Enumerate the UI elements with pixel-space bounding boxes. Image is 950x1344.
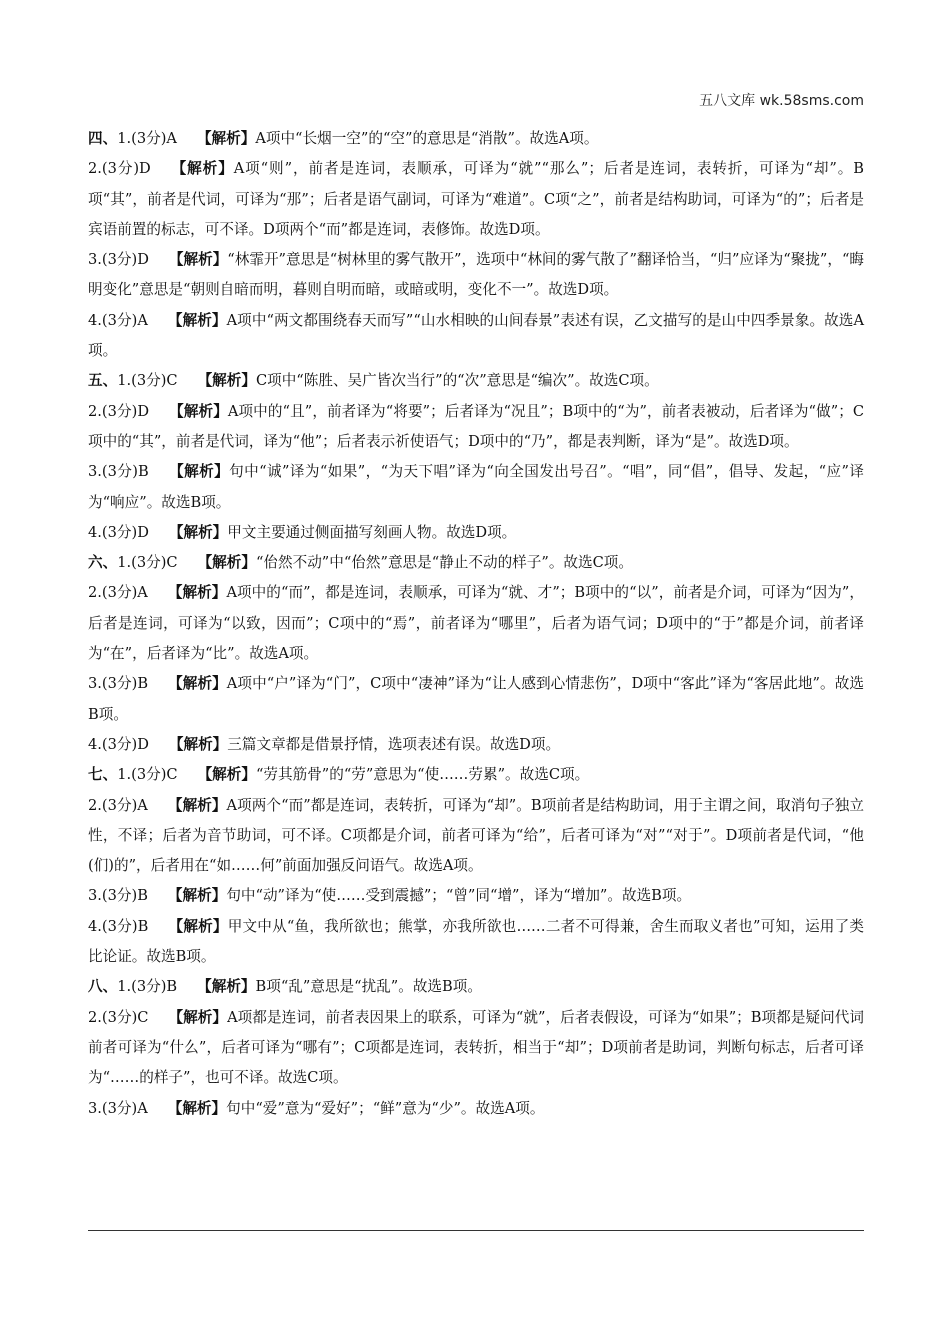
- analysis-text: A项“则”，前者是连词，表顺承，可译为“就”“那么”；后者是连词，表转折，可译为“却”。B项“其”，前者是代词，可译为“那”；后者是语气副词，可译为“难道”。C项“之”，前者是结构助词，可译为“的”；后者是宾语前置的标志，可不译。D项两个“而”都是连词，表修饰。故选D项。: [88, 160, 864, 238]
- question-score: 3.(3分)B: [88, 463, 149, 481]
- answer-entry: [88, 669, 864, 730]
- question-score: 2.(3分)A: [88, 584, 148, 602]
- question-score: 1.(3分)C: [117, 554, 178, 572]
- analysis-tag: 【解析】: [167, 1099, 227, 1117]
- answer-entry: [88, 972, 864, 1002]
- analysis-text: A项两个“而”都是连词，表转折，可译为“却”。B项前者是结构助词，用于主谓之间，取消句子独立性，不译；后者为音节助词，可不译。C项都是介词，前者可译为“给”，后者可译为“对”“对于”。D项前者是代词，“他(们)的”，后者用在“如……何”前面加强反问语气。故选A项。: [88, 796, 864, 875]
- section-number: 六、: [88, 554, 118, 572]
- analysis-tag: 【解析】: [168, 463, 230, 481]
- analysis-text: A项中的“且”，前者译为“将要”；后者译为“况且”；B项中的“为”，前者表被动，后者译为“做”；C项中的“其”，前者是代词，译为“他”；后者表示祈使语气；D项中的“乃”，都是表判断，译为“是”。故选D项。: [88, 402, 864, 450]
- analysis-text: 句中“诚”译为“如果”，“为天下唱”译为“向全国发出号召”。“唱”，同“倡”，倡导、发起，“应”译为“响应”。故选B项。: [88, 463, 864, 511]
- site-watermark: 五八文库 wk.58sms.com: [699, 93, 864, 109]
- question-score: 1.(3分)B: [117, 978, 178, 996]
- analysis-text: C项中“陈胜、吴广皆次当行”的“次”意思是“编次”。故选C项。: [255, 372, 659, 390]
- answer-entry: [88, 245, 864, 306]
- analysis-text: 三篇文章都是借景抒情，选项表述有误。故选D项。: [227, 735, 561, 753]
- analysis-tag: 【解析】: [168, 675, 227, 693]
- question-score: 4.(3分)D: [88, 735, 149, 753]
- question-score: 3.(3分)B: [88, 675, 149, 693]
- answer-entry: [88, 548, 864, 578]
- answer-entry: [88, 730, 864, 760]
- analysis-tag: 【解析】: [169, 402, 228, 420]
- answer-entry: [88, 306, 864, 367]
- answer-entry: [88, 124, 864, 154]
- section-number: 七、: [88, 766, 118, 784]
- section-number: 八、: [88, 978, 118, 996]
- question-score: 4.(3分)A: [88, 311, 148, 329]
- question-score: 4.(3分)D: [88, 523, 149, 541]
- answer-entry: [88, 1003, 864, 1094]
- footer-divider: [88, 1230, 864, 1231]
- answer-entry: [88, 154, 864, 245]
- analysis-text: 句中“爱”意为“爱好”；“鲜”意为“少”。故选A项。: [226, 1099, 545, 1117]
- analysis-text: B项“乱”意思是“扰乱”。故选B项。: [255, 978, 482, 996]
- analysis-text: “林霏开”意思是“树林里的雾气散开”，选项中“林间的雾气散了”翻译恰当，“归”应译为“聚拢”，“晦明变化”意思是“朝则自暗而明，暮则自明而暗，或暗或明，变化不一”。故选D项。: [88, 251, 864, 299]
- question-score: 1.(3分)A: [117, 130, 177, 147]
- analysis-tag: 【解析】: [167, 796, 227, 814]
- analysis-tag: 【解析】: [196, 130, 256, 147]
- question-score: 2.(3分)A: [88, 796, 148, 814]
- answer-entry: [88, 457, 864, 518]
- question-score: 1.(3分)C: [117, 372, 178, 390]
- analysis-text: 甲文主要通过侧面描写刻画人物。故选D项。: [227, 523, 517, 541]
- answer-entry: [88, 791, 864, 882]
- analysis-text: “佁然不动”中“佁然”意思是“静止不动的样子”。故选C项。: [255, 554, 633, 572]
- analysis-tag: 【解析】: [168, 1008, 228, 1026]
- answer-entry: [88, 912, 864, 973]
- answer-entry: [88, 881, 864, 911]
- answer-entry: [88, 1094, 864, 1124]
- analysis-tag: 【解析】: [167, 584, 227, 602]
- question-score: 3.(3分)A: [88, 1099, 148, 1117]
- analysis-tag: 【解析】: [168, 523, 228, 541]
- analysis-tag: 【解析】: [167, 311, 227, 329]
- analysis-tag: 【解析】: [168, 917, 228, 935]
- answer-entry: [88, 518, 864, 548]
- question-score: 1.(3分)C: [117, 766, 178, 784]
- analysis-text: 甲文中从“鱼，我所欲也；熊掌，亦我所欲也……二者不可得兼，舍生而取义者也”可知，运用了类比论证。故选B项。: [88, 917, 864, 966]
- question-score: 2.(3分)D: [88, 402, 150, 420]
- analysis-text: A项中的“而”，都是连词，表顺承，可译为“就、才”；B项中的“以”，前者是介词，可译为“因为”，后者是连词，可译为“以致，因而”；C项中的“焉”，前者译为“哪里”，后者为语气词；D项中的“于”都是介词，前者译为“在”，后者译为“比”。故选A项。: [88, 584, 864, 663]
- analysis-tag: 【解析】: [170, 160, 234, 178]
- analysis-text: A项中“户”译为“门”，C项中“凄神”译为“让人感到心情悲伤”，D项中“客此”译为“客居此地”。故选B项。: [88, 675, 864, 723]
- analysis-text: A项都是连词，前者表因果上的联系，可译为“就”，后者表假设，可译为“如果”；B项都是疑问代词前者可译为“什么”，后者可译为“哪有”；C项都是连词，表转折，相当于“却”；D项前者是助词，判断句标志，后者可译为“……的样子”，也可不译。故选C项。: [88, 1008, 864, 1087]
- analysis-tag: 【解析】: [167, 887, 227, 905]
- analysis-tag: 【解析】: [197, 766, 256, 784]
- question-score: 4.(3分)B: [88, 917, 149, 935]
- analysis-text: A项中“长烟一空”的“空”的意思是“消散”。故选A项。: [255, 130, 599, 147]
- question-score: 2.(3分)D: [88, 160, 151, 178]
- question-score: 2.(3分)C: [88, 1008, 149, 1026]
- analysis-tag: 【解析】: [168, 735, 228, 753]
- answer-entry: [88, 366, 864, 396]
- analysis-tag: 【解析】: [197, 372, 256, 390]
- answer-entry: [88, 397, 864, 458]
- analysis-text: A项中“两文都围绕春天而写”“山水相映的山间春景”表述有误，乙文描写的是山中四季景象。故选A项。: [88, 311, 864, 360]
- question-score: 3.(3分)B: [88, 887, 148, 905]
- analysis-text: 句中“动”译为“使……受到震撼”；“曾”同“增”，译为“增加”。故选B项。: [226, 887, 692, 905]
- answer-list: [88, 124, 864, 1124]
- question-score: 3.(3分)D: [88, 251, 149, 269]
- section-number: 四、: [88, 130, 118, 147]
- answer-entry: [88, 760, 864, 790]
- analysis-text: “劳其筋骨”的“劳”意思为“使……劳累”。故选C项。: [255, 766, 590, 784]
- answer-entry: [88, 578, 864, 669]
- section-number: 五、: [88, 372, 118, 390]
- analysis-tag: 【解析】: [168, 251, 228, 269]
- analysis-tag: 【解析】: [197, 978, 256, 996]
- analysis-tag: 【解析】: [197, 554, 256, 572]
